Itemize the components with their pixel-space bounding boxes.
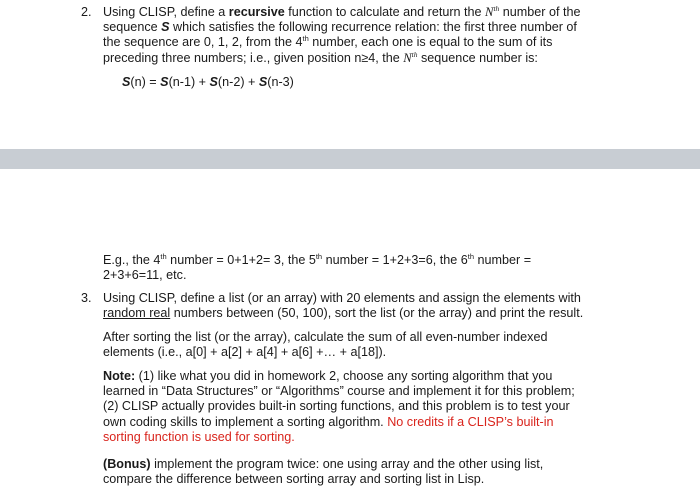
- question-3-intro: Using CLISP, define a list (or an array) with 20 elements and assign the elements with random real numbers between (50, 100), sort the list (or the array) and print the result.: [103, 291, 584, 321]
- recurrence-formula: S(n) = S(n-1) + S(n-2) + S(n-3): [122, 75, 294, 89]
- q2-line-3: the sequence are 0, 1, 2, from the 4th number, each one is equal to the sum of its: [103, 34, 553, 50]
- question-2-text: [103, 5, 623, 66]
- question-2-number: 2.: [81, 5, 92, 19]
- question-3-note: Note: (1) like what you did in homework 2, choose any sorting algorithm that you learned in “Data Structures” or “Algorithms” course and implement it for this problem; (2) CLISP actually provides built-in sorting functions, and this problem is to test your own coding skills to implement a sorting algorithm. No credits if a CLISP’s built-in sorting function is used for sorting.: [103, 369, 575, 444]
- question-3-number: 3.: [81, 291, 92, 305]
- q2-line-2: sequence S which satisfies the following recurrence relation: the first three number of: [103, 20, 577, 35]
- question-3-bonus: (Bonus) implement the program twice: one using array and the other using list, compare the difference between sorting array and sorting list in Lisp.: [103, 457, 544, 487]
- question-3-sum-task: After sorting the list (or the array), calculate the sum of all even-number indexed elements (i.e., a[0] + a[2] + a[4] + a[6] +… + a[18]).: [103, 330, 548, 360]
- example-text: E.g., the 4th number = 0+1+2= 3, the 5th number = 1+2+3=6, the 6th number = 2+3+6=11, etc.: [103, 252, 532, 283]
- q2-line-4: preceding three numbers; i.e., given position n≥4, the $N^{th}$ sequence number is:: [103, 49, 538, 65]
- q2-line-1: Using CLISP, define a recursive function to calculate and return the $N^{th}$ number of the: [103, 4, 581, 19]
- section-divider-band: [0, 149, 700, 169]
